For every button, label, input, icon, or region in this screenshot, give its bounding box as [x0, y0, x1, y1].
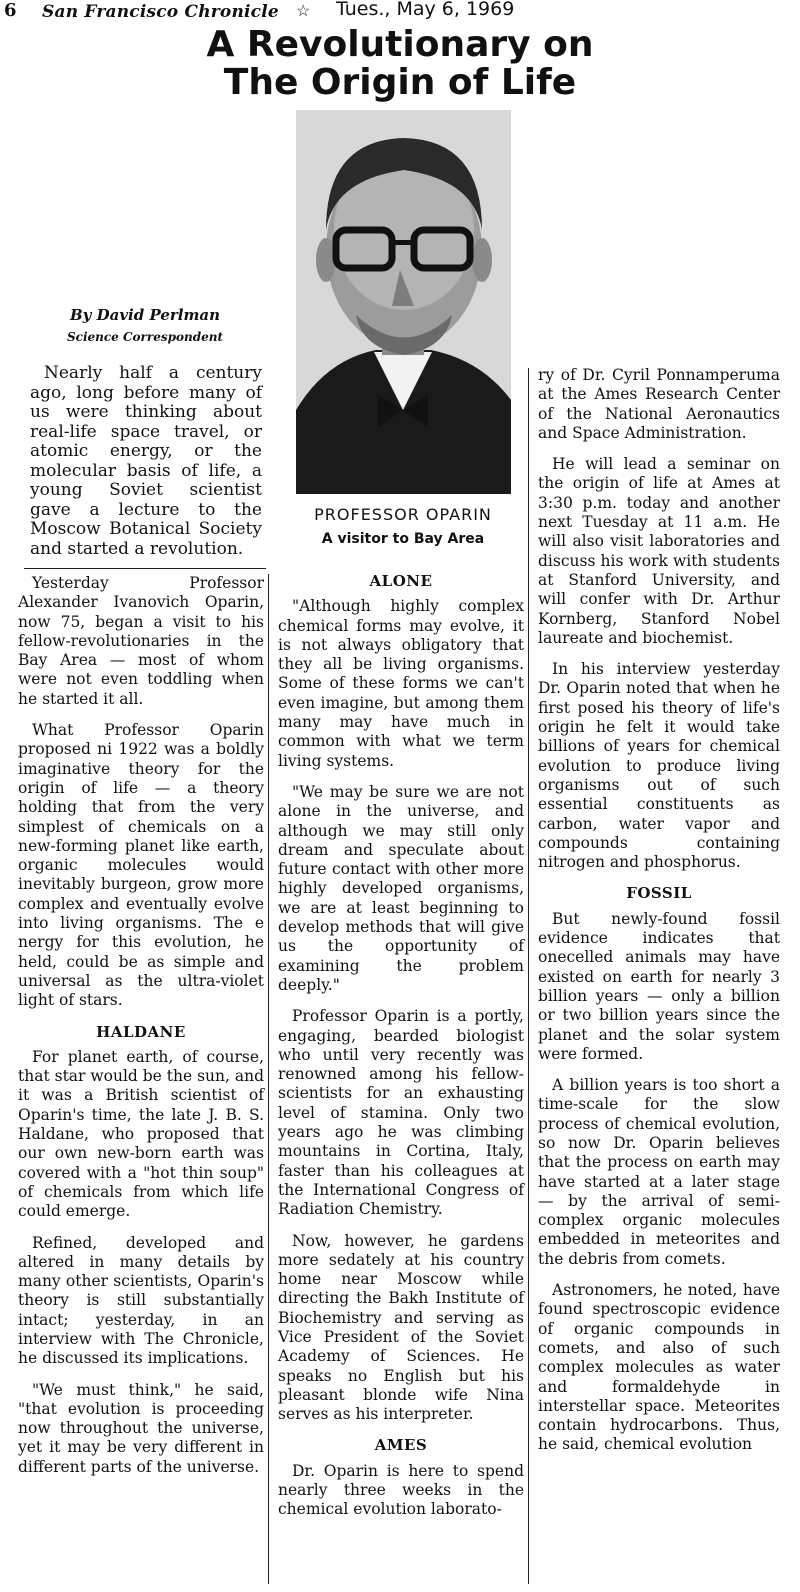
paragraph: "We must think," he said, "that evolution is proceeding now throughout the universe, yet it may be very different in different parts of the universe. — [18, 1380, 264, 1476]
paragraph: For planet earth, of course, that star would be the sun, and it was a British scientist of Oparin's time, the late J. B. S. Haldane, who proposed that our own new-born earth was covered with a "hot thin soup" of chemicals from which life could emerge. — [18, 1047, 265, 1221]
paragraph: Yesterday Professor Alexander Ivanovich Oparin, now 75, began a visit to his fellow-revolutionaries in the Bay Area — most of whom were not even toddling when he started it all. — [18, 574, 264, 708]
paragraph: Refined, developed and altered in many details by many other scientists, Oparin's theory is still substantially intact; yesterday, in an interview with The Chronicle, he discussed its implications. — [18, 1233, 264, 1368]
article-column-2 — [278, 566, 524, 1532]
byline — [30, 306, 260, 344]
paragraph: A billion years is too short a time-scale for the slow process of chemical evolution, so now Dr. Oparin believes that the process on earth may have started at a later stage — by the arrival of semi-complex organic molecules embedded in meteorites and the debris from comets. — [538, 1076, 780, 1268]
paragraph: ry of Dr. Cyril Ponnamperuma at the Ames Research Center of the National Aeronautics and Space Administration. — [538, 366, 780, 442]
masthead — [0, 0, 800, 24]
lede-paragraph: Nearly half a century ago, long before many of us were thinking about real-life space travel, or atomic energy, or the molecular basis of life, a young Soviet scientist gave a lecture to the Moscow Botanical Society and started a revolution. — [30, 363, 262, 559]
byline-author: By David Perlman — [70, 306, 220, 324]
portrait-illustration — [296, 110, 511, 494]
headline-line-2: The Origin of Life — [223, 62, 577, 103]
paragraph: What Professor Oparin proposed ni 1922 was a boldly imaginative theory for the origin of life — a theory holding that from the very simplest of chemicals on a new-forming planet like earth, organic molecules would inevitably burgeon, grow more complex and eventually evolve into living organisms. The e nergy for this evolution, he held, could be as simple and universal as the ultra-violet light of stars. — [18, 721, 264, 1010]
paragraph: He will lead a seminar on the origin of life at Ames at 3:30 p.m. today and another next Tuesday at 11 a.m. He will also visit laboratories and discuss his work with students at Stanford University, and will confer with Dr. Arthur Kornberg, Stanford Nobel laureate and biochemist. — [538, 455, 780, 647]
paragraph: Now, however, he gardens more sedately at his country home near Moscow while directing the Bakh Institute of Biochemistry and serving as Vice President of the Soviet Academy of Sciences. He speaks no English but his pleasant blonde wife Nina serves as his interpreter. — [278, 1231, 524, 1424]
paragraph: "Although highly complex chemical forms may evolve, it is not always obligatory that they all be living organisms. Some of these forms we can't even imagine, but among them many may have much in common with what we term living systems. — [278, 597, 524, 770]
subhead-ames: AMES — [374, 1436, 428, 1455]
paragraph: Dr. Oparin is here to spend nearly three weeks in the chemical evolution laborato- — [278, 1461, 524, 1519]
column-divider — [268, 574, 269, 1584]
subhead-haldane: HALDANE — [96, 1022, 186, 1041]
article-column-1 — [18, 574, 264, 1489]
paragraph: "We may be sure we are not alone in the universe, and although we may still only dream and speculate about future contact with other more highly developed organisms, we are at least beginning to develop methods that will give us the opportunity of examining the problem deeply." — [278, 782, 524, 994]
paragraph: Professor Oparin is a portly, engaging, bearded biologist who until very recently was renowned among his fellow-scientists for an exhausting level of stamina. Only two years ago he was climbing mountains in Cortina, Italy, faster than his colleagues at the International Congress of Radiation Chemistry. — [278, 1007, 524, 1219]
page-number: 6 — [4, 0, 17, 21]
subhead-alone: ALONE — [369, 572, 433, 590]
headline-line-1: A Revolutionary on — [206, 24, 594, 65]
subhead-fossil: FOSSIL — [626, 884, 692, 903]
dateline: Tues., May 6, 1969 — [336, 0, 515, 20]
paragraph: But newly-found fossil evidence indicates that onecelled animals may have existed on earth for nearly 3 billion years — only a billion or two billion years since the planet and the solar system were formed. — [538, 909, 780, 1063]
newspaper-nameplate: San Francisco Chronicle — [42, 2, 279, 22]
photo-caption-name: PROFESSOR OPARIN — [314, 505, 492, 524]
lede-divider — [24, 568, 266, 569]
headline — [0, 26, 800, 102]
article-column-3 — [538, 366, 780, 1467]
photo-caption-subtitle: A visitor to Bay Area — [321, 531, 485, 547]
portrait-photo — [296, 110, 511, 494]
byline-role: Science Correspondent — [66, 330, 223, 344]
star-icon: ☆ — [296, 1, 311, 20]
paragraph: Astronomers, he noted, have found spectroscopic evidence of organic compounds in comets, and also of such complex molecules as water and formaldehyde in interstellar space. Meteorites contain hydrocarbons. Thus, he said, chemical evolution — [538, 1281, 780, 1454]
column-divider — [528, 368, 529, 1584]
paragraph: In his interview yesterday Dr. Oparin noted that when he first posed his theory of life's origin he felt it would take billions of years for chemical evolution to produce living organisms out of such essential constituents as carbon, water vapor and compounds containing nitrogen and phosphorus. — [538, 660, 780, 872]
